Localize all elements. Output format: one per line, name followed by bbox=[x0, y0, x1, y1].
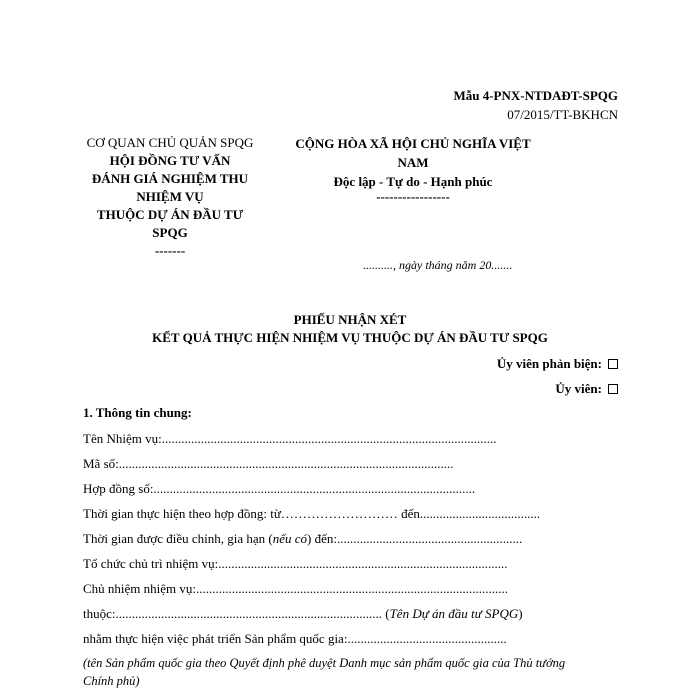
agency-block bbox=[80, 134, 260, 260]
field-contract: Hợp đồng số:................................................................................................... bbox=[83, 481, 476, 496]
reviewer-role-label: Ủy viên phản biện: bbox=[496, 356, 602, 371]
field-host-organization: Tổ chức chủ trì nhiệm vụ:......................................................................................... bbox=[83, 556, 508, 571]
field-note-line1: (tên Sản phẩm quốc gia theo Quyết định phê duyệt Danh mục sản phẩm quốc gia của Thủ tướng bbox=[83, 656, 566, 670]
field-note-line2: Chính phủ) bbox=[83, 674, 140, 688]
field-project-b: Tên Dự án đầu tư SPQG bbox=[389, 606, 519, 621]
agency-line2: HỘI ĐỒNG TƯ VẤN bbox=[109, 153, 231, 168]
field-task-name: Tên Nhiệm vụ:....................................................................................................... bbox=[83, 431, 497, 446]
field-project-a: thuộc:.................................................................................. ( bbox=[83, 606, 390, 621]
section-1-heading: 1. Thông tin chung: bbox=[83, 405, 192, 420]
date-line: .........., ngày tháng năm 20....... bbox=[363, 258, 513, 272]
field-code: Mã số:....................................................................................................... bbox=[83, 456, 454, 471]
field-national-product: nhằm thực hiện việc phát triển Sản phẩm quốc gia:................................................. bbox=[83, 631, 507, 646]
field-project-c: ) bbox=[518, 606, 523, 621]
republic-block bbox=[285, 134, 541, 203]
field-adjusted-period-b: nếu có bbox=[272, 531, 308, 546]
field-adjusted-period bbox=[83, 531, 522, 547]
agency-rule: ------- bbox=[154, 243, 186, 258]
republic-line2: NAM bbox=[397, 155, 429, 170]
agency-line5: THUỘC DỰ ÁN ĐẦU TƯ SPQG bbox=[96, 207, 244, 240]
republic-rule: ----------------- bbox=[376, 189, 450, 204]
field-task-leader: Chủ nhiệm nhiệm vụ:................................................................................................ bbox=[83, 581, 509, 596]
reviewer-checkbox[interactable] bbox=[608, 359, 618, 369]
form-code: Mẫu 4-PNX-NTDAĐT-SPQG bbox=[453, 88, 618, 103]
field-adjusted-period-c: ) đến:......................................................... bbox=[307, 531, 523, 546]
field-contract-period: Thời gian thực hiện theo hợp đồng: từ……………………… đến..................................... bbox=[83, 506, 541, 521]
member-role bbox=[555, 381, 618, 397]
circular-number: 07/2015/TT-BKHCN bbox=[507, 107, 618, 122]
republic-line1: CỘNG HÒA XÃ HỘI CHỦ NGHĨA VIỆT bbox=[295, 136, 531, 151]
agency-line1: CƠ QUAN CHỦ QUẢN SPQG bbox=[86, 135, 254, 150]
member-checkbox[interactable] bbox=[608, 384, 618, 394]
member-role-label: Ủy viên: bbox=[555, 381, 602, 396]
field-adjusted-period-a: Thời gian được điều chỉnh, gia hạn ( bbox=[83, 531, 273, 546]
republic-motto: Độc lập - Tự do - Hạnh phúc bbox=[333, 174, 493, 189]
field-project bbox=[83, 606, 523, 622]
agency-line4: NHIỆM VỤ bbox=[136, 189, 204, 204]
form-title: PHIẾU NHẬN XÉT bbox=[293, 312, 407, 327]
form-subtitle: KẾT QUẢ THỰC HIỆN NHIỆM VỤ THUỘC DỰ ÁN ĐẦU TƯ SPQG bbox=[152, 330, 548, 345]
agency-line3: ĐÁNH GIÁ NGHIỆM THU bbox=[91, 171, 249, 186]
reviewer-role bbox=[497, 356, 618, 372]
